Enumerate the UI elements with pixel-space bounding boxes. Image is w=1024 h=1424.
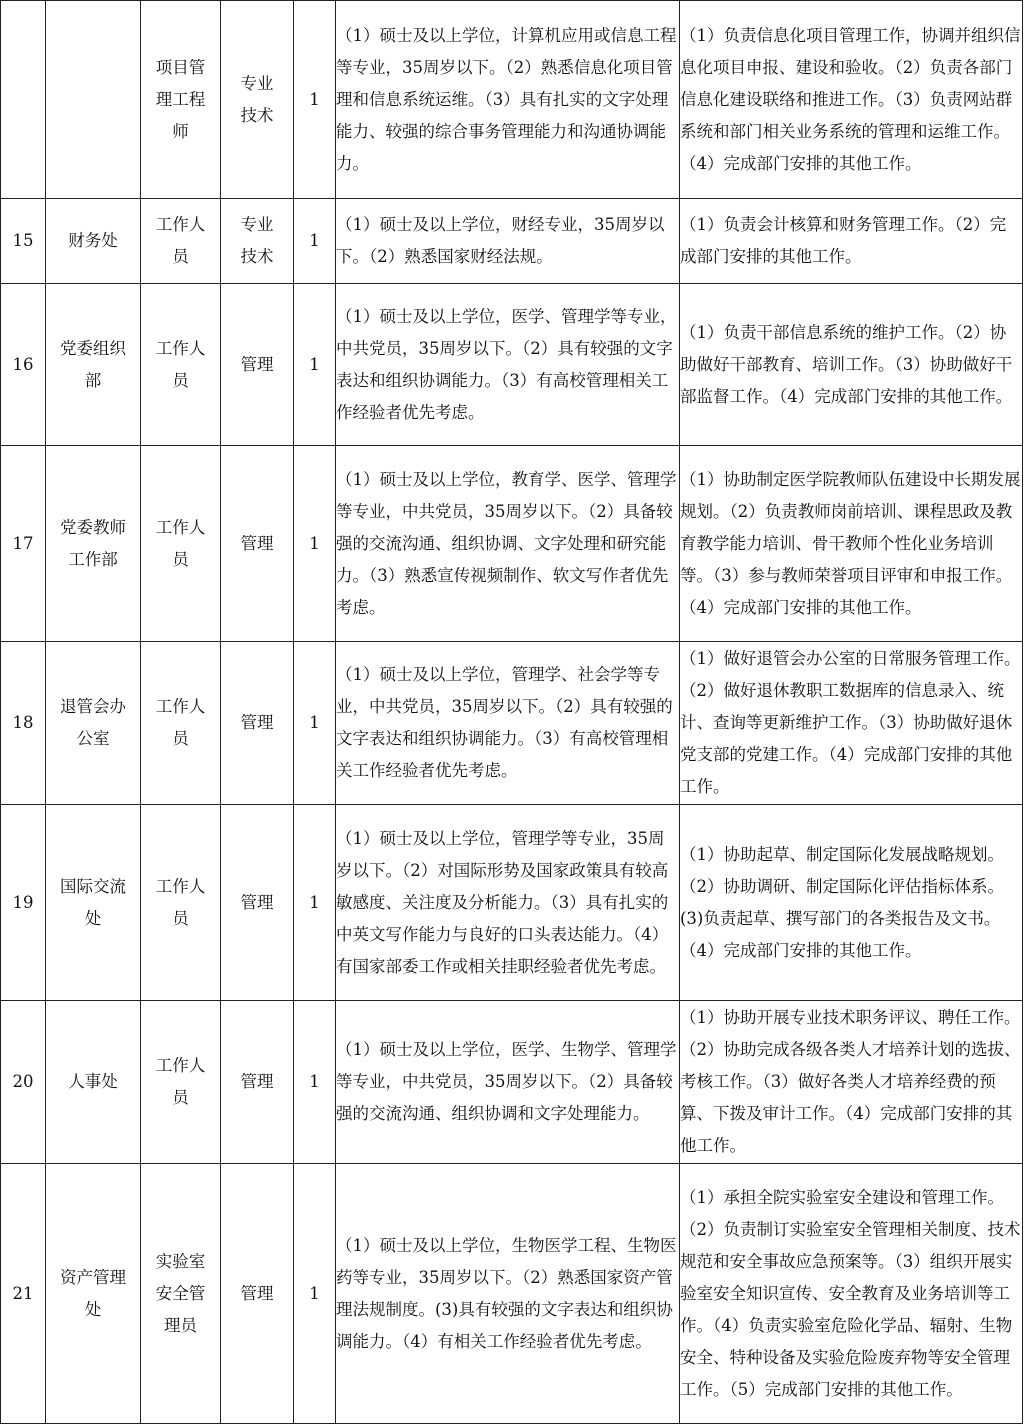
table-row [1,284,1023,446]
category-cell: 管理 [221,642,294,805]
category-cell: 管理 [221,1164,294,1424]
requirements-cell [336,1164,680,1424]
requirements-text: （1）硕士及以上学位，计算机应用或信息工程等专业，35周岁以下。（2）熟悉信息化项目管理和信息系统运维。（3）具有扎实的文字处理能力、较强的综合事务管理能力和沟通协调能力。 [336,25,677,173]
requirements-text: （1）硕士及以上学位，医学、管理学等专业，中共党员，35周岁以下。（2）具有较强的文字表达和组织协调能力。（3）有高校管理相关工作经验者优先考虑。 [336,306,677,422]
duties-cell [680,199,1023,284]
category-cell: 管理 [221,446,294,642]
requirements-cell [336,1001,680,1164]
table-row [1,1,1023,199]
duties-cell [680,284,1023,446]
duties-cell [680,1,1023,199]
category-cell: 专业技术 [221,1,294,199]
duties-text: （1）协助制定医学院教师队伍建设中长期发展规划。（2）负责教师岗前培训、课程思政及教育教学能力培训、骨干教师个性化业务培训等。（3）参与教师荣誉项目评审和申报工作。（4）完成部门安排的其他工作。 [680,469,1021,617]
department-cell: 人事处 [46,1001,141,1164]
position-cell: 工作人员 [141,1001,221,1164]
row-number-cell: 18 [1,642,46,805]
department-cell: 党委教师工作部 [46,446,141,642]
position-cell: 工作人员 [141,642,221,805]
duties-text: （1）协助开展专业技术职务评议、聘任工作。（2）协助完成各级各类人才培养计划的选拔、考核工作。（3）做好各类人才培养经费的预算、下拨及审计工作。（4）完成部门安排的其他工作。 [680,1008,1021,1155]
department-cell: 党委组织部 [46,284,141,446]
duties-text: （1）负责干部信息系统的维护工作。（2）协助做好干部教育、培训工作。（3）协助做好干部监督工作。（4）完成部门安排的其他工作。 [680,322,1013,406]
headcount-cell: 1 [294,1001,336,1164]
duties-text: （1）承担全院实验室安全建设和管理工作。（2）负责制订实验室安全管理相关制度、技术规范和安全事故应急预案等。（3）组织开展实验室安全知识宣传、安全教育及业务培训等工作。（4）负责实验室危险化学品、辐射、生物安全、特种设备及实验危险废弃物等安全管理工作。（5）完成部门安排的其他工作。 [680,1187,1021,1399]
duties-text: （1）协助起草、制定国际化发展战略规划。（2）协助调研、制定国际化评估指标体系。(3)负责起草、撰写部门的各类报告及文书。（4）完成部门安排的其他工作。 [680,844,1004,960]
row-number-cell: 20 [1,1001,46,1164]
category-cell: 专业技术 [221,199,294,284]
requirements-cell [336,199,680,284]
table-row [1,805,1023,1001]
table-body [1,1,1023,1424]
headcount-cell: 1 [294,1164,336,1424]
department-cell [46,1,141,199]
position-cell: 实验室安全管理员 [141,1164,221,1424]
table-row [1,1001,1023,1164]
row-number-cell: 16 [1,284,46,446]
table-row [1,199,1023,284]
position-text: 项目管理工程师 [155,57,206,141]
requirements-text: （1）硕士及以上学位，生物医学工程、生物医药等专业，35周岁以下。（2）熟悉国家资产管理法规制度。(3)具有较强的文字表达和组织协调能力。（4）有相关工作经验者优先考虑。 [336,1235,677,1351]
department-cell: 资产管理处 [46,1164,141,1424]
requirements-cell [336,284,680,446]
duties-text: （1）负责信息化项目管理工作，协调并组织信息化项目申报、建设和验收。（2）负责各部门信息化建设联络和推进工作。（3）负责网站群系统和部门相关业务系统的管理和运维工作。（4）完成部门安排的其他工作。 [680,25,1021,173]
department-cell: 国际交流处 [46,805,141,1001]
duties-cell [680,1164,1023,1424]
position-cell [141,1,221,199]
position-cell: 工作人员 [141,284,221,446]
requirements-text: （1）硕士及以上学位，教育学、医学、管理学等专业，中共党员，35周岁以下。（2）具备较强的交流沟通、组织协调、文字处理和研究能力。（3）熟悉宣传视频制作、软文写作者优先考虑。 [336,469,677,617]
row-number-cell: 21 [1,1164,46,1424]
requirements-text: （1）硕士及以上学位，管理学、社会学等专业，中共党员，35周岁以下。（2）具有较强的文字表达和组织协调能力。（3）有高校管理相关工作经验者优先考虑。 [336,665,673,780]
department-cell: 退管会办公室 [46,642,141,805]
department-cell: 财务处 [46,199,141,284]
duties-cell [680,1001,1023,1164]
headcount-cell: 1 [294,805,336,1001]
duties-cell [680,642,1023,805]
requirements-text: （1）硕士及以上学位，医学、生物学、管理学等专业，中共党员，35周岁以下。（2）具备较强的交流沟通、组织协调和文字处理能力。 [336,1040,677,1123]
requirements-cell [336,805,680,1001]
requirements-cell [336,1,680,199]
category-cell: 管理 [221,1001,294,1164]
table-row [1,642,1023,805]
duties-cell [680,805,1023,1001]
row-number-cell: 19 [1,805,46,1001]
table-row [1,446,1023,642]
table-row [1,1164,1023,1424]
headcount-cell: 1 [294,284,336,446]
row-number-cell: 17 [1,446,46,642]
headcount-cell: 1 [294,446,336,642]
headcount-cell: 1 [294,642,336,805]
requirements-text: （1）硕士及以上学位，管理学等专业，35周岁以下。（2）对国际形势及国家政策具有较高敏感度、关注度及分析能力。（3）具有扎实的中英文写作能力与良好的口头表达能力。（4）有国家部委工作或相关挂职经验者优先考虑。 [336,828,669,976]
requirements-text: （1）硕士及以上学位，财经专业，35周岁以下。（2）熟悉国家财经法规。 [336,215,665,266]
headcount-cell: 1 [294,199,336,284]
requirements-cell [336,642,680,805]
duties-text: （1）做好退管会办公室的日常服务管理工作。（2）做好退休教职工数据库的信息录入、统计、查询等更新维护工作。（3）协助做好退休党支部的党建工作。（4）完成部门安排的其他工作。 [680,649,1021,796]
row-number-cell: 15 [1,199,46,284]
category-cell: 管理 [221,805,294,1001]
duties-cell [680,446,1023,642]
position-cell: 工作人员 [141,199,221,284]
row-number-cell [1,1,46,199]
position-cell: 工作人员 [141,805,221,1001]
requirements-cell [336,446,680,642]
duties-text: （1）负责会计核算和财务管理工作。（2）完成部门安排的其他工作。 [680,215,1007,266]
headcount-cell: 1 [294,1,336,199]
position-cell: 工作人员 [141,446,221,642]
category-cell: 管理 [221,284,294,446]
